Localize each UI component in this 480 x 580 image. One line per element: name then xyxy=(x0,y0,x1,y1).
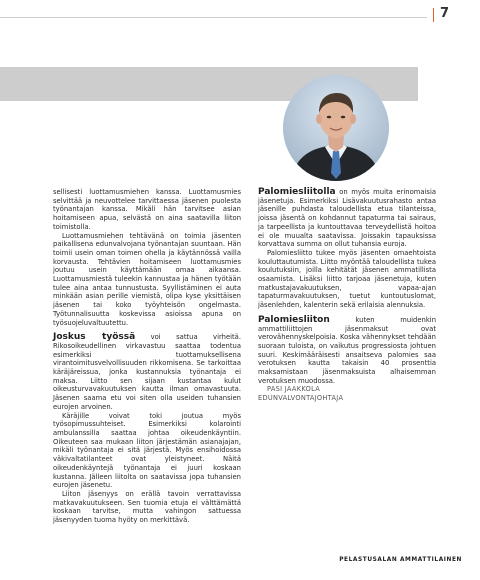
paragraph: Liiton jäsenyys on erällä tavoin verrattavissa matkavakuutukseen. Sen tuomia etuja ei välttämättä koskaan tarvitse, mutta vahingon sattuessa jäsenyyden tuoma hyöty on merkittävä. xyxy=(53,489,241,525)
page-number: 7 xyxy=(440,6,450,21)
paragraph: sellisesti luottamusmiehen kanssa. Luottamusmies selvittää ja neuvottelee tarvittaessa jäsenen puolesta työnantajan kanssa. Mikäli hän tarvitsee asian hoitamiseen apua, selvästä on aina saatavilla liiton toimistolla. xyxy=(53,188,241,231)
portrait-illustration xyxy=(283,75,389,181)
paragraph-text: on myös muita erinomaisia jäsenetuja. Esimerkiksi Lisävakuutusrahasto antaa jäsenille puhdasta taloudellista etua tilanteissa, joissa jäsentä on kohdannut tapaturma tai sairaus, ja tarpeellista ja kuntouttavaa terveydellistä hoitoa ei ole muualta saatavissa. Joissakin tapauksissa korvattava summa on ollut tuhansia euroja. xyxy=(258,188,436,249)
publication-footer: PELASTUSALAN AMMATTILAINEN xyxy=(339,557,462,563)
paragraph: Käräjille voivat toki joutua myös työsopimussuhteiset. Esimerkiksi kolarointi ambulanssilla saattaa johtaa oikeudenkäyntiin. Oikeuteen saa mukaan liiton järjestämän asianajajan, mikäli työnantaja ei sitä järjestä. Myös ensihoidossa väkivaltatilanteet ovat yleistyneet. Näitä oikeudenkäyntejä työnantaja ei juuri koskaan kustanna. Jälleen liitolta on saatavissa jopa tuhansien eurojen jäsenetu. xyxy=(53,411,241,490)
paragraph xyxy=(53,333,241,411)
paragraph: Palomiesliitto tukee myös jäsenten omaehtoista kouluttautumista. Liitto myöntää taloudellista tukea koulutuksiin, joilla kehitätät jäsenen ammatillista osaamista. Lisäksi liitto tarjoaa jäsenetuja, kuten matkustajavakuutuksen, vapaa-ajan tapaturmavakuutuksen, tuetut kuntoutuslomat, jäsenlehden, kalenterin sekä erilaisia alennuksia. xyxy=(258,248,436,310)
person-portrait-icon xyxy=(283,75,389,181)
paragraph-lead: Palomiesliiton xyxy=(258,314,330,325)
header-rule xyxy=(0,17,427,18)
paragraph-text: voi sattua virheitä. Rikosoikeudellinen virkavastuu saattaa todentua esimerkiksi tuottamuksellisena virantoimitusvelvollisuuden rikkomisena. Se tarkoittaa käräjäreissua, jonka kustannuksia työnantaja ei maksa. Liitto sen sijaan kustantaa kulut oikeusturvavakuutuksen kautta ilman omavastuuta. Jäsenen saama etu voi siten olla useiden tuhansien eurojen arvoinen. xyxy=(53,333,241,411)
header-accent-tick xyxy=(433,8,434,22)
paragraph-text: kuten muidenkin ammattiliittojen jäsenmaksut ovat verovähennyskelpoisia. Koska vähennykset tehdään suoraan tuloista, on vaikutus progressiosta johtuen suuri. Keskimääräisesti ansaitseva palomies saa verotuksen kautta takaisin 40 prosenttia maksamistaan jäsenmaksuista alhaisemman verotuksen muodossa. xyxy=(258,315,436,385)
paragraph-lead: Joskus työssä xyxy=(53,332,136,343)
paragraph xyxy=(258,316,436,386)
signature-title: EDUNVALVONTAJOHTAJA xyxy=(258,393,344,402)
paragraph xyxy=(258,188,436,249)
signature-name: PASI JAAKKOLA xyxy=(267,385,321,394)
paragraph: Luottamusmiehen tehtävänä on toimia jäsenten paikallisena edunvalvojana työnantajan suuntaan. Hän toimii usein oman toimen ohella ja käytännössä vailla korvausta. Tehtävien hoitamiseen luottamusmies joutuu usein käyttämään omaa aikaansa. Luottamusmiestä tuleekin kannustaa ja hänen työtään tulee aina antaa tunnustusta. Syyllistäminen ei auta minkään asian perille viemistä, olipa kyse yksittäisen jäsenen tai koko työyhteisön ongelmasta. Työtunnalisuutta koskevissa asioissa apuna on työsuojeluvaltuutettu. xyxy=(53,231,241,327)
right-text-column xyxy=(258,188,436,402)
paragraph-lead: Palomiesliitolla xyxy=(258,187,336,197)
signature xyxy=(258,385,436,402)
left-text-column xyxy=(53,188,241,525)
